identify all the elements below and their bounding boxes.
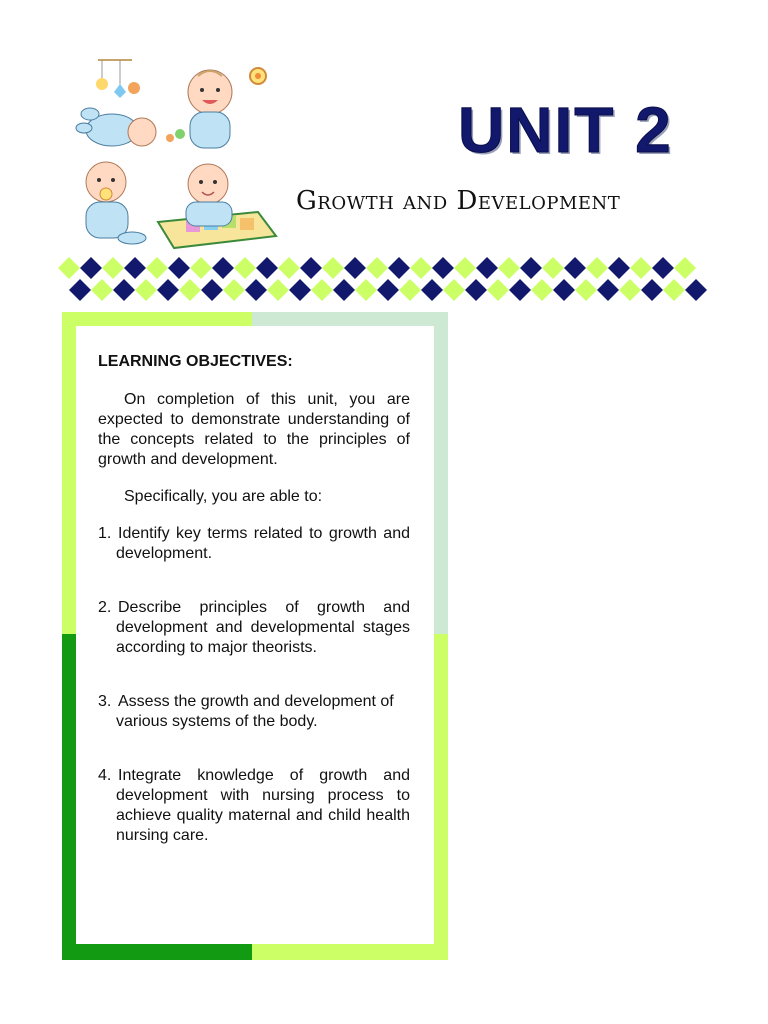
unit-subtitle: Growth and Development (296, 186, 621, 216)
baby-lying-icon (76, 60, 156, 146)
diamond-shape (300, 257, 322, 279)
baby-playmat-icon (158, 164, 276, 248)
diamond-border (58, 256, 714, 302)
frame-right-bottom (434, 634, 448, 960)
diamond-shape (421, 279, 443, 301)
diamond-shape (542, 257, 564, 279)
unit-title: UNIT 2 (458, 94, 673, 166)
frame-top-right (252, 312, 448, 326)
diamond-shape (91, 279, 113, 301)
diamond-shape (146, 257, 168, 279)
diamond-shape (564, 257, 586, 279)
diamond-shape (366, 257, 388, 279)
diamond-shape (80, 257, 102, 279)
objective-number: 4. (98, 767, 112, 784)
diamond-shape (641, 279, 663, 301)
diamond-shape (476, 257, 498, 279)
diamond-shape (102, 257, 124, 279)
diamond-shape (388, 257, 410, 279)
diamond-shape (399, 279, 421, 301)
objective-number: 3. (98, 693, 112, 710)
diamond-shape (245, 279, 267, 301)
diamond-shape (333, 279, 355, 301)
diamond-shape (597, 279, 619, 301)
diamond-shape (586, 257, 608, 279)
objective-item (98, 692, 410, 732)
diamond-shape (311, 279, 333, 301)
diamond-shape (432, 257, 454, 279)
diamond-shape (553, 279, 575, 301)
diamond-shape (355, 279, 377, 301)
objective-text: Identify key terms related to growth and development. (116, 525, 410, 562)
diamond-shape (663, 279, 685, 301)
diamond-shape (322, 257, 344, 279)
frame-bottom-left (62, 944, 252, 960)
diamond-shape (410, 257, 432, 279)
diamond-shape (135, 279, 157, 301)
diamond-shape (58, 257, 80, 279)
diamond-shape (520, 257, 542, 279)
frame-bottom-right (252, 944, 448, 960)
frame-left-bottom (62, 634, 76, 960)
diamond-shape (509, 279, 531, 301)
objective-text: Integrate knowledge of growth and development with nursing process to achieve quality maternal and child health nursing care. (116, 767, 410, 844)
diamond-shape (223, 279, 245, 301)
diamond-shape (465, 279, 487, 301)
diamond-shape (619, 279, 641, 301)
diamond-shape (344, 257, 366, 279)
diamond-shape (498, 257, 520, 279)
objective-text: Assess the growth and development of various systems of the body. (116, 693, 394, 730)
baby-illustration (62, 52, 280, 252)
objective-item (98, 524, 410, 564)
objective-number: 2. (98, 599, 112, 616)
diamond-shape (190, 257, 212, 279)
baby-sitting-icon (86, 162, 146, 244)
diamond-shape (377, 279, 399, 301)
baby-rattle-icon (166, 68, 266, 148)
diamond-shape (608, 257, 630, 279)
diamond-shape (69, 279, 91, 301)
objective-item (98, 598, 410, 658)
diamond-shape (212, 257, 234, 279)
diamond-shape (256, 257, 278, 279)
diamond-shape (531, 279, 553, 301)
diamond-shape (179, 279, 201, 301)
diamond-shape (652, 257, 674, 279)
intro-paragraph: On completion of this unit, you are expected to demonstrate understanding of the concepts related to the principles of growth and development. (98, 391, 410, 468)
diamond-shape (289, 279, 311, 301)
frame-top-left (62, 312, 252, 326)
objectives-heading: LEARNING OBJECTIVES: (98, 353, 293, 370)
diamond-shape (575, 279, 597, 301)
objectives-content (98, 352, 410, 880)
diamond-shape (267, 279, 289, 301)
diamond-shape (113, 279, 135, 301)
frame-left-top (62, 312, 76, 634)
diamond-shape (674, 257, 696, 279)
objective-text: Describe principles of growth and development and developmental stages according to major theorists. (116, 599, 410, 656)
diamond-shape (487, 279, 509, 301)
diamond-shape (124, 257, 146, 279)
diamond-shape (685, 279, 707, 301)
diamond-shape (454, 257, 476, 279)
frame-right-top (434, 312, 448, 634)
diamond-shape (168, 257, 190, 279)
diamond-shape (278, 257, 300, 279)
diamond-shape (201, 279, 223, 301)
diamond-shape (157, 279, 179, 301)
diamond-shape (443, 279, 465, 301)
objective-number: 1. (98, 525, 112, 542)
specifically-line: Specifically, you are able to: (124, 488, 323, 505)
diamond-shape (234, 257, 256, 279)
diamond-shape (630, 257, 652, 279)
objective-item (98, 766, 410, 846)
